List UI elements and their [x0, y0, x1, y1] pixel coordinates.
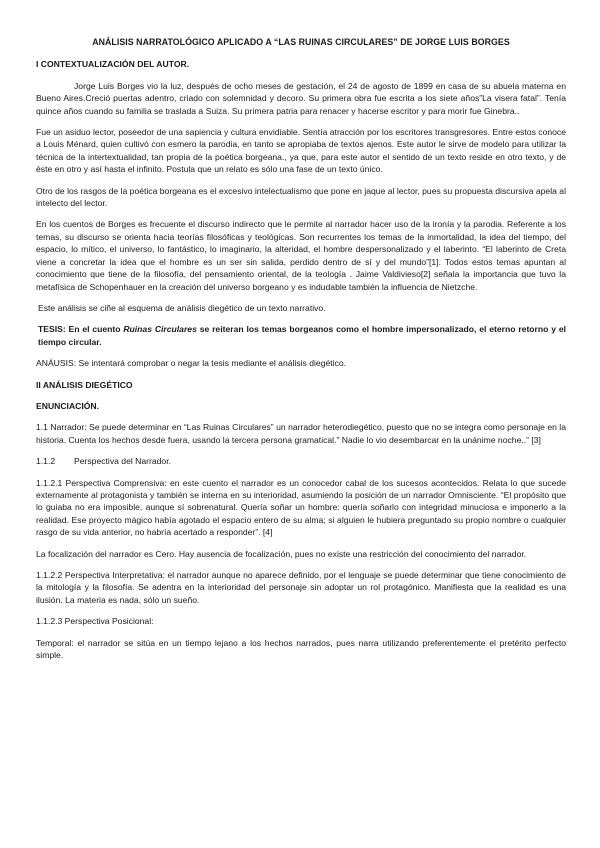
subsection-heading-enunciacion: ENUNCIACIÓN. [36, 400, 100, 411]
paragraph-biography: Jorge Luis Borges vio la luz, después de ocho meses de gestación, el 24 de agosto de 1899 en casa de su abuela materna en Bueno Aires.Creció puertas adentro, criado con solemnidad y decoro. Su primera obra fue escrita a los siete años”La visera fatal”. Tenía quince años cuando su familia se traslada a Suiza. Su primera patria para renacer y hacerse escritor y para morir fue Ginebra.. [36, 80, 566, 116]
paragraph-focalizacion: La focalización del narrador es Cero. Hay ausencia de focalización, pues no existe una restricción del conocimiento del narrador. [36, 548, 527, 559]
thesis-label: TESIS: [38, 324, 66, 335]
thesis-pre: En el cuento [65, 324, 124, 335]
paragraph-reader: Fue un asiduo lector, poseedor de una sapiencia y cultura envidiable. Sentía atracción por los escritores transgresores. Entre estos conoce a Louis Ménard, quien cultivó con esmero la parodia, en tanto se apropiaba de textos ajenos. Este autor le sirve de modelo para utilizar la técnica de la intertextualidad, tan propia de la poética borgeana., ya que, para este autor el sentido de un texto reside en otro texto, y de éste en otro y así hasta el infinito. Postula que un relato es sólo una fase de un texto único. [36, 127, 566, 175]
paragraph-scheme: Este análisis se ciñe al esquema de análisis diegético de un texto narrativo. [38, 302, 326, 313]
paragraph-thesis [36, 323, 566, 348]
perspectiva-text: Perspectiva del Narrador. [74, 456, 171, 467]
paragraph-temporal: Temporal: el narrador se sitúa en un tiempo lejano a los hechos narrados, pues narra utilizando preferentemente el pretérito perfecto simple. [36, 637, 566, 661]
paragraph-analysis-goal: ANÁUSIS: Se intentará comprobar o negar la tesis mediante el análisis diegético. [36, 358, 347, 369]
paragraph-themes: En los cuentos de Borges es frecuente el discurso indirecto que le permite al narrador hacer uso de la ironía y la parodia. Referente a los temas, su discurso se orienta hacia teorías filosóficas y teológicas. Son recurrentes los temas de la inmortalidad, la idea del tiempo, del espacio, lo mítico, el universo, lo fantástico, lo imaginario, la alteridad, el hombre despersonalizado y el laberinto. “El laberinto de Creta viene a concretar la idea que el hombre es un ser sin salida, perdido dentro de sí y del mundo”[1]. Todos estos temas apuntan al conocimiento que tiene de la filosofía, del pensamiento oriental, de la teología . Jaime Valdivieso[2] señala la importancia que tuvo la metafísica de Schopenhauer en la creación del universo borgeano y es indudable también la influencia de Nietzche. [36, 219, 566, 292]
section-heading-contextualizacion: I CONTEXTUALIZACIÓN DEL AUTOR. [36, 59, 190, 70]
paragraph-perspectiva-comprensiva: 1.1.2.1 Perspectiva Comprensiva: en este cuento el narrador es un conocedor cabal de los sucesos acontecidos. Relata lo que sucede externamente al protagonista y también se interna en su interioridad, asumiendo la posición de un narrador Omnisciente. “El propósito que lo guiaba no era imposible, aunque sí sobrenatural. Quería soñar un hombre: quería soñarlo con integridad minuciosa e imponerlo a la realidad. Ese proyecto mágico había agotado el espacio entero de su alma; si alguien le hubiera preguntado su propio nombre o cualquier rasgo de su vida anterior, no habría acertado a responder”. [4] [36, 477, 566, 538]
thesis-post: se reiteran los temas borgeanos como el hombre impersonalizado, el eterno retorno y el tiempo circular. [38, 324, 567, 347]
thesis-work-title: Ruinas Circulares [123, 324, 197, 335]
paragraph-intellectualism: Otro de los rasgos de la poética borgeana es el excesivo intelectualismo que pone en jaque al lector, pues su propuesta discursiva apela al intelecto del lector. [36, 185, 566, 209]
paragraph-perspectiva-posicional: 1.1.2.3 Perspectiva Posicional: [36, 616, 154, 627]
section-heading-analisis-diegetico: II ANÁLISIS DIEGÉTICO [36, 379, 133, 390]
paragraph-perspectiva-interpretativa: 1.1.2.2 Perspectiva Interpretativa: el narrador aunque no aparece definido, por el lenguaje se puede determinar que tiene conocimiento de la mitología y la filosofía. Se adentra en la interioridad del personaje sin adoptar un rol protagónico. Manifiesta que la realidad es una ilusión. La materia es nada, sólo un sueño. [36, 570, 566, 605]
document-title: ANÁLISIS NARRATOLÓGICO APLICADO A “LAS RUINAS CIRCULARES” DE JORGE LUIS BORGES [92, 37, 510, 47]
paragraph-perspectiva-heading [36, 455, 566, 467]
perspectiva-number: 1.1.2 [36, 456, 56, 467]
paragraph-narrador: 1.1 Narrador: Se puede determinar en “Las Ruinas Circulares” un narrador heterodiegético, puesto que no se integra como personaje en la historia. Cuenta los hechos desde fuera, usando la tercera persona gramatical.” Nadie lo vio desembarcar en la unánime noche..” [3] [36, 422, 566, 445]
